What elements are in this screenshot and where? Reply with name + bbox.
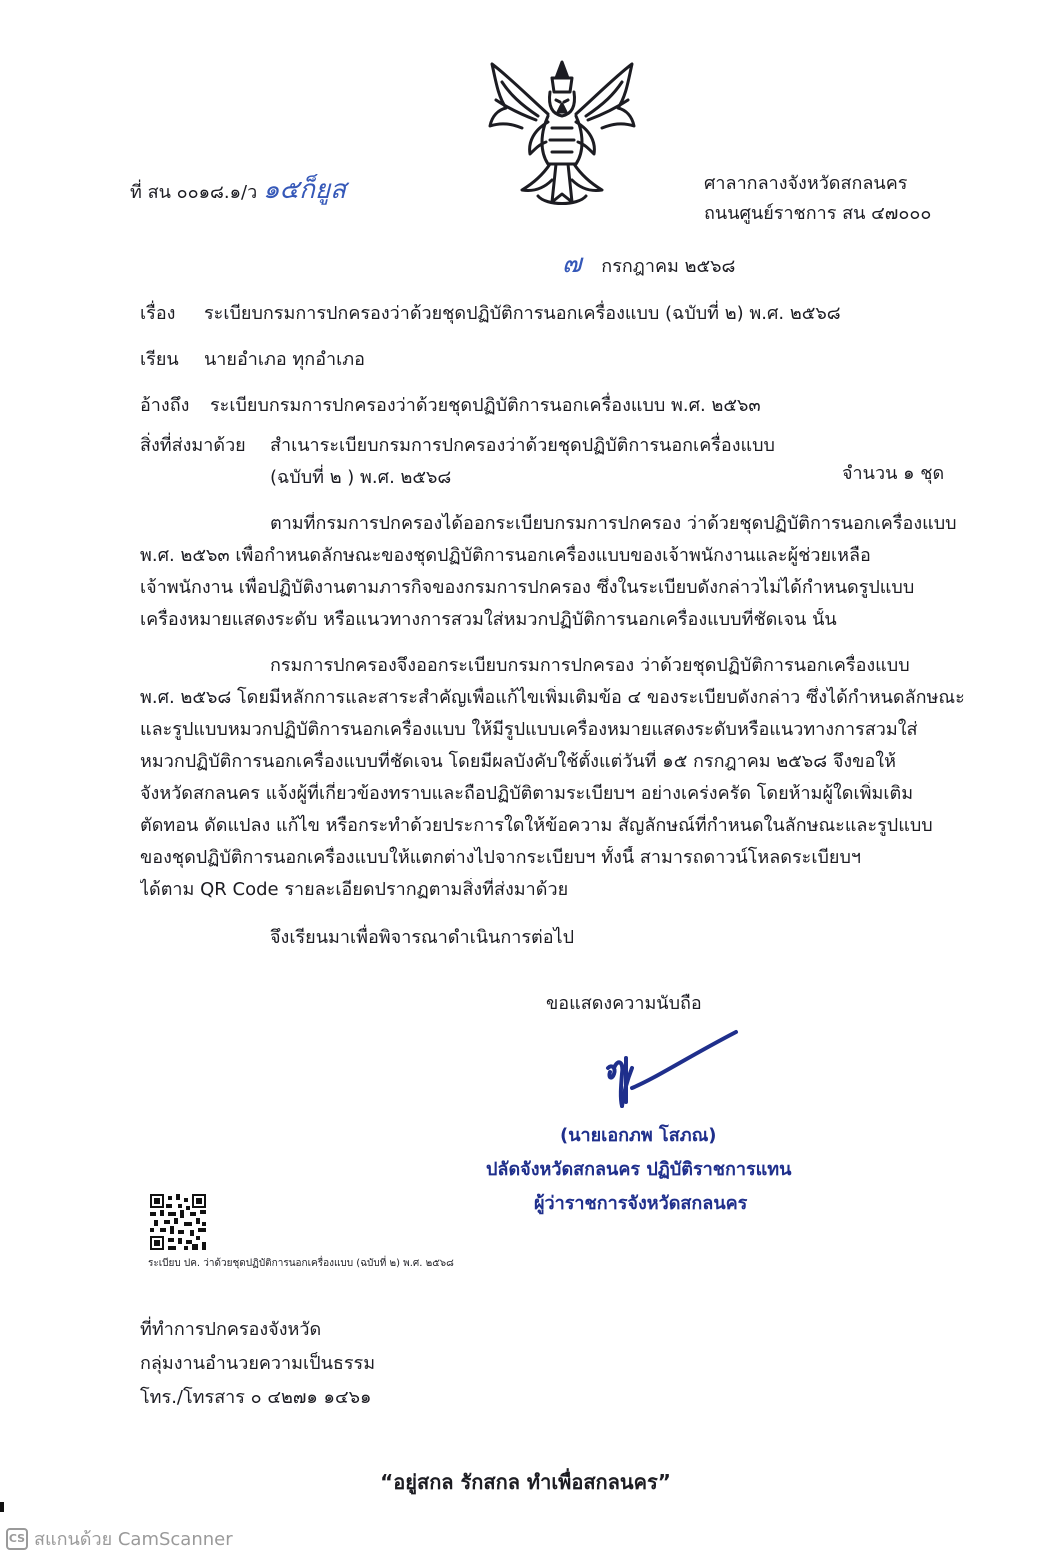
garuda-emblem — [478, 56, 646, 210]
enclosure-line2: (ฉบับที่ ๒ ) พ.ศ. ๒๕๖๘ — [270, 467, 452, 488]
qr-caption: ระเบียบ ปค. ว่าด้วยชุดปฏิบัติการนอกเครื่องแบบ (ฉบับที่ ๒) พ.ศ. ๒๕๖๘ — [148, 1258, 454, 1269]
date-day-handwritten: ๗ — [562, 249, 582, 279]
camscanner-logo-icon: CS — [6, 1528, 28, 1550]
paragraph-line: ตัดทอน ดัดแปลง แก้ไข หรือกระทำด้วยประการใดให้ข้อความ สัญลักษณ์ที่กำหนดในลักษณะและรูปแบบ — [140, 815, 933, 836]
signatory-on-behalf: ผู้ว่าราชการจังหวัดสกลนคร — [534, 1193, 748, 1214]
paragraph-line: จังหวัดสกลนคร แจ้งผู้ที่เกี่ยวข้องทราบและถือปฏิบัติตามระเบียบฯ อย่างเคร่งครัด โดยห้ามผู้ใดเพิ่มเติม — [140, 783, 914, 804]
paragraph-line: พ.ศ. ๒๕๖๓ เพื่อกำหนดลักษณะของชุดปฏิบัติการนอกเครื่องแบบของเจ้าพนักงานและผู้ช่วยเหลือ — [140, 545, 871, 566]
office-name: ศาลากลางจังหวัดสกลนคร — [704, 173, 908, 194]
paragraph-line: ของชุดปฏิบัติการนอกเครื่องแบบให้แตกต่างไปจากระเบียบฯ ทั้งนี้ สามารถดาวน์โหลดระเบียบฯ — [140, 847, 861, 868]
handwritten-signature — [596, 1028, 746, 1114]
paragraph-line: ตามที่กรมการปกครองได้ออกระเบียบกรมการปกครอง ว่าด้วยชุดปฏิบัติการนอกเครื่องแบบ — [270, 513, 957, 534]
signatory-position: ปลัดจังหวัดสกลนคร ปฏิบัติราชการแทน — [486, 1159, 792, 1180]
camscanner-watermark — [6, 1524, 233, 1553]
province-slogan: “อยู่สกล รักสกล ทำเพื่อสกลนคร” — [380, 1470, 671, 1494]
office-address: ถนนศูนย์ราชการ สน ๔๗๐๐๐ — [704, 203, 932, 224]
enclosure-line1: สำเนาระเบียบกรมการปกครองว่าด้วยชุดปฏิบัติการนอกเครื่องแบบ — [270, 435, 775, 456]
signatory-name: (นายเอกภพ โสภณ) — [560, 1125, 717, 1146]
scan-edge-mark — [0, 1502, 4, 1512]
camscanner-text: สแกนด้วย CamScanner — [34, 1529, 233, 1550]
paragraph-line: เจ้าพนักงาน เพื่อปฏิบัติงานตามภารกิจของกรมการปกครอง ซึ่งในระเบียบดังกล่าวไม่ได้กำหนดรูปแบบ — [140, 577, 915, 598]
subject-label: เรื่อง — [140, 303, 176, 324]
paragraph-line: และรูปแบบหมวกปฏิบัติการนอกเครื่องแบบ ให้มีรูปแบบเครื่องหมายแสดงระดับหรือแนวทางการสวมใส่ — [140, 719, 918, 740]
paragraph-line: ได้ตาม QR Code รายละเอียดปรากฏตามสิ่งที่ส่งมาด้วย — [140, 879, 569, 900]
department-unit: กลุ่มงานอำนวยความเป็นธรรม — [140, 1353, 376, 1374]
paragraph-line: เครื่องหมายแสดงระดับ หรือแนวทางการสวมใส่หมวกปฏิบัติการนอกเครื่องแบบที่ชัดเจน นั้น — [140, 609, 837, 630]
date-month-year: กรกฎาคม ๒๕๖๘ — [601, 256, 736, 277]
qr-code — [150, 1194, 206, 1250]
subject-text: ระเบียบกรมการปกครองว่าด้วยชุดปฏิบัติการนอกเครื่องแบบ (ฉบับที่ ๒) พ.ศ. ๒๕๖๘ — [204, 303, 841, 324]
paragraph-line: หมวกปฏิบัติการนอกเครื่องแบบที่ชัดเจน โดยมีผลบังคับใช้ตั้งแต่วันที่ ๑๕ กรกฎาคม ๒๕๖๘ จึงขอให้ — [140, 751, 896, 772]
paragraph-line: พ.ศ. ๒๕๖๘ โดยมีหลักการและสาระสำคัญเพื่อแก้ไขเพิ่มเติมข้อ ๔ ของระเบียบดังกล่าว ซึ่งได้กำหนดลักษณะ — [140, 687, 965, 708]
reference-handwritten: ๑๕ก็ยูส — [262, 175, 346, 205]
closing-request: จึงเรียนมาเพื่อพิจารณาดำเนินการต่อไป — [270, 927, 575, 948]
reference-number: ที่ สน ๐๐๑๘.๑/ว — [130, 182, 258, 203]
to-label: เรียน — [140, 349, 179, 370]
paragraph-line: กรมการปกครองจึงออกระเบียบกรมการปกครอง ว่าด้วยชุดปฏิบัติการนอกเครื่องแบบ — [270, 655, 910, 676]
department-phone: โทร./โทรสาร ๐ ๔๒๗๑ ๑๔๖๑ — [140, 1387, 372, 1408]
enclosure-label: สิ่งที่ส่งมาด้วย — [140, 435, 246, 456]
enclosure-quantity: จำนวน ๑ ชุด — [842, 463, 945, 484]
to-text: นายอำเภอ ทุกอำเภอ — [204, 349, 365, 370]
salutation: ขอแสดงความนับถือ — [546, 993, 702, 1014]
reference-label: อ้างถึง — [140, 395, 190, 416]
department-name: ที่ทำการปกครองจังหวัด — [140, 1319, 322, 1340]
reference-text: ระเบียบกรมการปกครองว่าด้วยชุดปฏิบัติการนอกเครื่องแบบ พ.ศ. ๒๕๖๓ — [210, 395, 761, 416]
